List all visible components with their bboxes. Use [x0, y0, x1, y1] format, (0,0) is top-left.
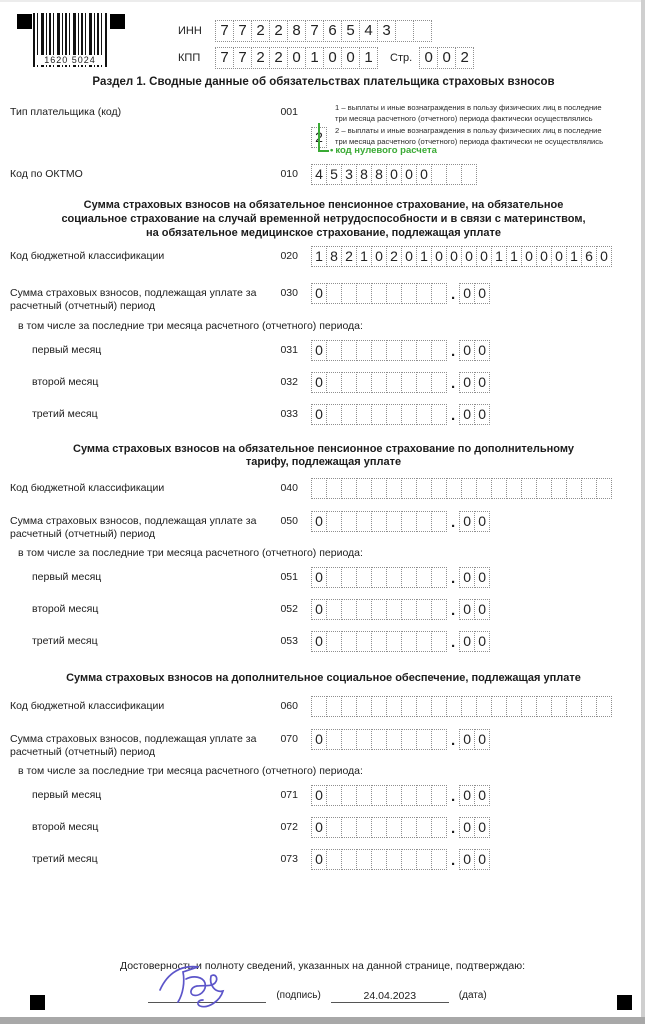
months-note-3: в том числе за последние три месяца расчетного (отчетного) периода:	[18, 765, 363, 778]
field-code-072: 072	[280, 821, 298, 834]
decimal-dot: .	[451, 342, 456, 360]
month-label: третий месяц	[32, 853, 98, 866]
amount-rub-cells-030: 0	[311, 283, 447, 304]
total-label-3: Сумма страховых взносов, подлежащая уплате за расчетный (отчетный) период	[10, 733, 257, 759]
amount-field-033	[311, 404, 490, 425]
signature-line	[148, 986, 266, 1003]
section-title: Раздел 1. Сводные данные об обязательствах плательщика страховых взносов	[92, 76, 555, 88]
amount-kop-cells-070: 0 0	[459, 729, 490, 750]
field-code-070: 070	[280, 733, 298, 745]
decimal-dot: .	[451, 374, 456, 392]
field-row-060	[10, 696, 637, 717]
field-row-072	[10, 817, 637, 838]
field-code-052: 052	[280, 603, 298, 616]
decimal-dot: .	[451, 820, 456, 838]
kbk-cells-1: 1 8 2 1 0 2 0 1 0 0 0 0 1 1 0 0 0 1 6 0	[311, 246, 612, 267]
field-row-050	[10, 511, 637, 541]
month-label: первый месяц	[32, 343, 102, 356]
field-code-051: 051	[280, 571, 298, 584]
field-code-040: 040	[280, 482, 298, 494]
month-label: второй месяц	[32, 821, 99, 834]
amount-kop-cells-073: 0 0	[459, 849, 490, 870]
amount-rub-cells-073: 0	[311, 849, 447, 870]
amount-rub-cells-031: 0	[311, 340, 447, 361]
zero-calc-connector-line	[318, 123, 329, 152]
field-code-053: 053	[280, 635, 298, 648]
field-code-031: 031	[280, 343, 298, 356]
kbk-label-1: Код бюджетной классификации	[10, 250, 165, 263]
field-row-073	[10, 849, 637, 870]
amount-rub-cells-032: 0	[311, 372, 447, 393]
amount-rub-cells-072: 0	[311, 817, 447, 838]
field-code-001: 001	[280, 106, 298, 118]
amount-field-052	[311, 599, 490, 620]
field-row-052	[10, 599, 637, 620]
total-label-1: Сумма страховых взносов, подлежащая уплате за расчетный (отчетный) период	[10, 287, 257, 313]
payer-type-cells: 2	[311, 127, 327, 148]
legend-line-2: три месяца расчетного (отчетного) периода фактически осуществлялись	[335, 114, 593, 124]
subsection-header-3: Сумма страховых взносов на дополнительное социальное обеспечение, подлежащая уплате	[66, 672, 581, 685]
legend-line-1: 1 – выплаты и иные вознаграждения в пользу физических лиц в последние	[335, 103, 602, 112]
inn-label: ИНН	[178, 25, 202, 37]
month-label: первый месяц	[32, 571, 102, 584]
field-row-030	[10, 283, 637, 313]
zero-calc-label: • код нулевого расчета	[330, 146, 437, 156]
month-label: второй месяц	[32, 603, 99, 616]
field-code-050: 050	[280, 515, 298, 527]
field-row-033	[10, 404, 637, 425]
field-row-051	[10, 567, 637, 588]
month-label: третий месяц	[32, 635, 98, 648]
field-code-060: 060	[280, 700, 298, 712]
field-code-032: 032	[280, 375, 298, 388]
oktmo-label: Код по ОКТМО	[10, 168, 83, 180]
field-row-070	[10, 729, 637, 759]
field-row-031	[10, 340, 637, 361]
kpp-label: КПП	[178, 52, 201, 64]
decimal-dot: .	[451, 514, 456, 531]
kpp-cells: 7 7 2 2 0 1 0 0 1	[215, 47, 378, 69]
legend-line-4: три месяца расчетного (отчетного) периода фактически не осуществлялись	[335, 137, 604, 147]
amount-field-053	[311, 631, 490, 652]
date-caption: (дата)	[458, 990, 487, 1001]
kbk-cells-3	[311, 696, 612, 717]
decimal-dot: .	[451, 602, 456, 620]
payer-type-label: Тип плательщика (код)	[10, 106, 122, 118]
amount-field-030	[311, 283, 490, 304]
subsection-header-2: Сумма страховых взносов на обязательное пенсионное страхование по дополнительному тарифу, подлежащая уплате	[73, 442, 574, 469]
amount-field-032	[311, 372, 490, 393]
handwritten-signature	[156, 960, 256, 1012]
field-row-053	[10, 631, 637, 652]
months-note-1: в том числе за последние три месяца расчетного (отчетного) периода:	[18, 319, 363, 332]
month-label: третий месяц	[32, 407, 98, 420]
amount-field-073	[311, 849, 490, 870]
field-code-073: 073	[280, 853, 298, 866]
confirmation-text: Достоверность и полноту сведений, указанных на данной странице, подтверждаю:	[119, 960, 526, 972]
zero-calc-annotation	[318, 123, 437, 156]
decimal-dot: .	[451, 570, 456, 588]
inn-cells: 7 7 2 2 8 7 6 5 4 3	[215, 20, 432, 42]
amount-kop-cells-053: 0 0	[459, 631, 490, 652]
field-row-071	[10, 785, 637, 806]
field-code-020: 020	[280, 250, 298, 263]
amount-kop-cells-030: 0 0	[459, 283, 490, 304]
amount-rub-cells-050: 0	[311, 511, 447, 532]
amount-field-072	[311, 817, 490, 838]
field-row-032	[10, 372, 637, 393]
decimal-dot: .	[451, 286, 456, 304]
amount-rub-cells-070: 0	[311, 729, 447, 750]
field-code-033: 033	[280, 407, 298, 420]
month-label: первый месяц	[32, 789, 102, 802]
field-row-001	[10, 102, 637, 164]
field-code-030: 030	[280, 287, 298, 300]
date-value: 24.04.2023	[363, 990, 417, 1002]
amount-field-070	[311, 729, 490, 750]
amount-rub-cells-053: 0	[311, 631, 447, 652]
field-row-040	[10, 478, 637, 499]
decimal-dot: .	[451, 732, 456, 749]
oktmo-cells: 4 5 3 8 8 0 0 0	[311, 164, 477, 185]
amount-rub-cells-033: 0	[311, 404, 447, 425]
amount-field-031	[311, 340, 490, 361]
date-line	[331, 986, 449, 1003]
field-code-010: 010	[280, 168, 298, 180]
month-label: второй месяц	[32, 375, 99, 388]
subsection-header-1: Сумма страховых взносов на обязательное пенсионное страхование, на обязательное социальное страхование на случай временной нетрудоспособности и в связи с материнством, на обязательное медицинское страхование, подлежащая уплате	[61, 199, 586, 239]
amount-kop-cells-032: 0 0	[459, 372, 490, 393]
amount-kop-cells-072: 0 0	[459, 817, 490, 838]
amount-field-050	[311, 511, 490, 532]
decimal-dot: .	[451, 852, 456, 870]
kbk-label-3: Код бюджетной классификации	[10, 700, 165, 712]
field-row-020	[10, 246, 637, 267]
signature-block	[0, 960, 645, 1003]
amount-kop-cells-071: 0 0	[459, 785, 490, 806]
kbk-cells-2	[311, 478, 612, 499]
decimal-dot: .	[451, 406, 456, 424]
amount-field-051	[311, 567, 490, 588]
signature-row	[0, 986, 645, 1003]
total-label-2: Сумма страховых взносов, подлежащая уплате за расчетный (отчетный) период	[10, 515, 257, 541]
decimal-dot: .	[451, 788, 456, 806]
payer-type-field	[311, 102, 640, 156]
amount-kop-cells-051: 0 0	[459, 567, 490, 588]
amount-kop-cells-052: 0 0	[459, 599, 490, 620]
page-edge-bottom	[0, 1017, 645, 1024]
field-row-010	[10, 164, 637, 185]
signature-caption: (подпись)	[276, 990, 321, 1001]
field-code-071: 071	[280, 789, 298, 802]
kbk-label-2: Код бюджетной классификации	[10, 482, 165, 494]
legend-line-3: 2 – выплаты и иные вознаграждения в пользу физических лиц в последние	[335, 125, 602, 135]
page-number-label: Стр.	[390, 52, 413, 64]
amount-rub-cells-052: 0	[311, 599, 447, 620]
amount-kop-cells-031: 0 0	[459, 340, 490, 361]
amount-rub-cells-051: 0	[311, 567, 447, 588]
page-number-cells: 0 0 2	[419, 47, 474, 69]
barcode-digits: 1620 5024	[36, 55, 104, 65]
amount-rub-cells-071: 0	[311, 785, 447, 806]
amount-kop-cells-033: 0 0	[459, 404, 490, 425]
decimal-dot: .	[451, 634, 456, 652]
amount-field-071	[311, 785, 490, 806]
amount-kop-cells-050: 0 0	[459, 511, 490, 532]
months-note-2: в том числе за последние три месяца расчетного (отчетного) периода:	[18, 547, 363, 560]
